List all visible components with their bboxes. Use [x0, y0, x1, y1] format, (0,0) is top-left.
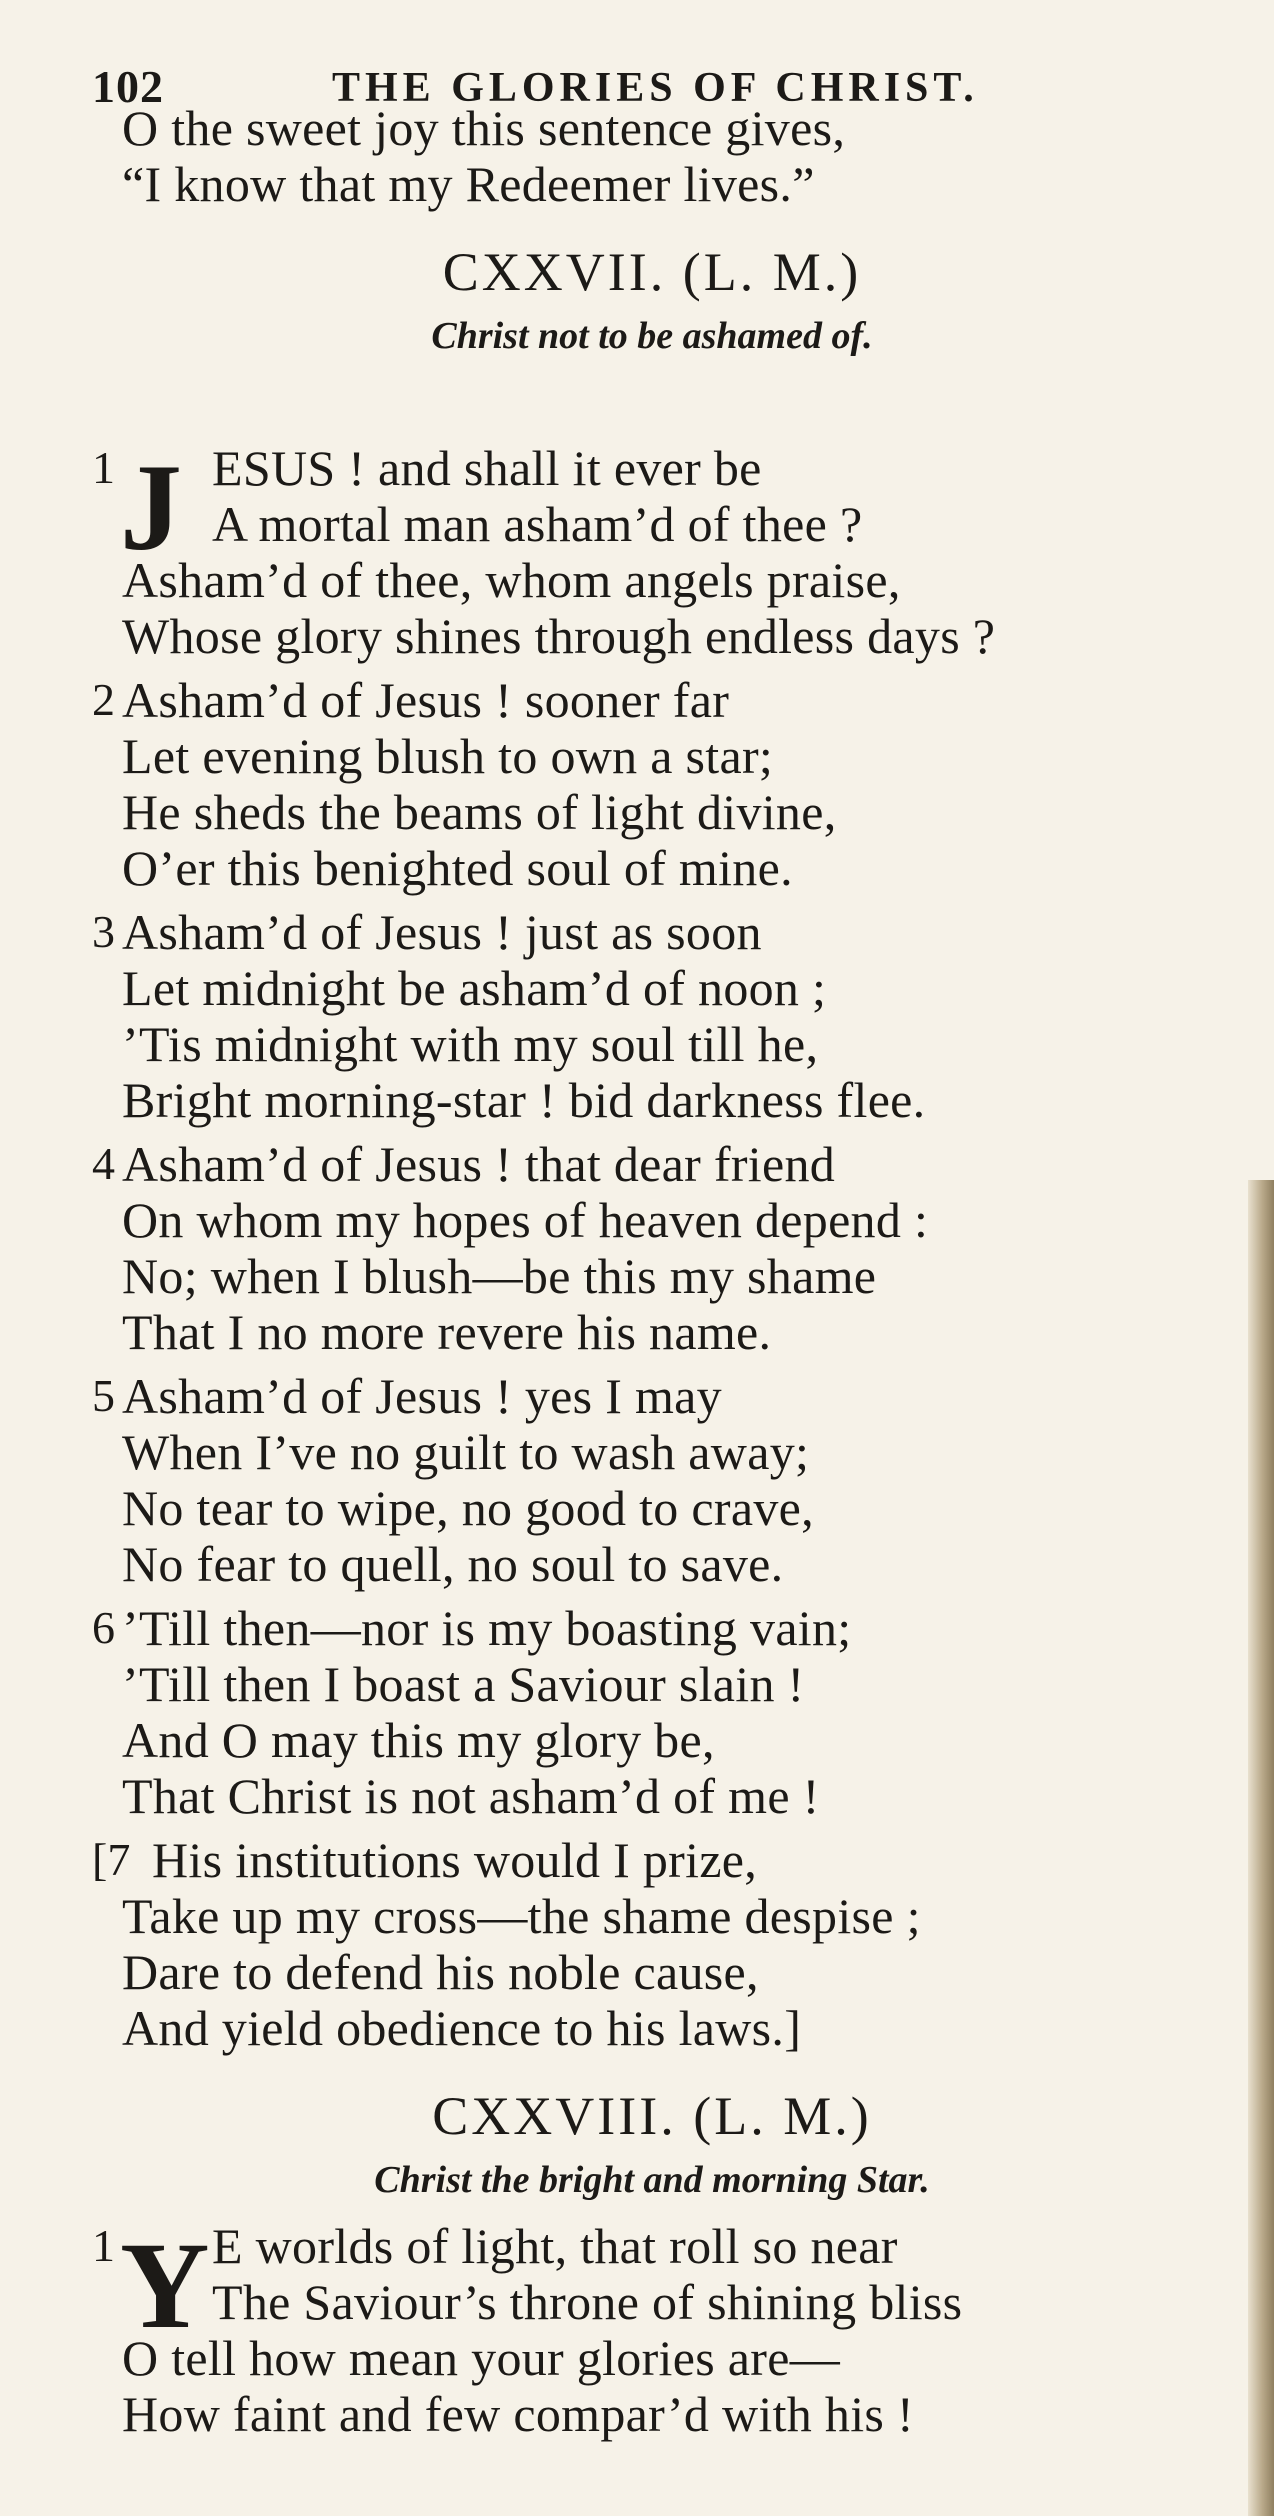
- verse-line: ’Till then I boast a Saviour slain !: [122, 1656, 805, 1712]
- verse-number: 3: [92, 906, 115, 957]
- hymn-number: CXXVII. (L. M.): [442, 242, 862, 302]
- hymn-subtitle: Christ not to be ashamed of.: [431, 315, 873, 357]
- verse-line: Asham’d of Jesus ! yes I may: [122, 1368, 722, 1424]
- verse-line: When I’ve no guilt to wash away;: [122, 1424, 810, 1480]
- verse-line: A mortal man asham’d of thee ?: [212, 496, 863, 552]
- prev-hymn-line: O the sweet joy this sentence gives,: [122, 100, 846, 156]
- verse-line: And O may this my glory be,: [122, 1712, 715, 1768]
- verse-line: The Saviour’s throne of shining bliss: [212, 2274, 963, 2330]
- verse-line: E worlds of light, that roll so near: [212, 2218, 898, 2274]
- verse-line: ’Tis midnight with my soul till he,: [122, 1016, 819, 1072]
- verse-line: O tell how mean your glories are—: [122, 2330, 841, 2386]
- verse-line: ESUS ! and shall it ever be: [212, 440, 762, 496]
- verse-line: Asham’d of Jesus ! that dear friend: [122, 1136, 836, 1192]
- verse-number: 1: [92, 442, 115, 493]
- hymn-subtitle: Christ the bright and morning Star.: [374, 2159, 930, 2201]
- verse-line: Asham’d of thee, whom angels praise,: [122, 552, 901, 608]
- verse-line: Asham’d of Jesus ! just as soon: [122, 904, 762, 960]
- verse-line: No; when I blush—be this my shame: [122, 1248, 877, 1304]
- verse-line: Let evening blush to own a star;: [122, 728, 774, 784]
- verse-line: No fear to quell, no soul to save.: [122, 1536, 784, 1592]
- verse-number: [7: [92, 1834, 131, 1885]
- verse-line: His institutions would I prize,: [152, 1832, 758, 1888]
- running-title: THE GLORIES OF CHRIST.: [332, 65, 979, 111]
- verse-line: ’Till then—nor is my boasting vain;: [122, 1600, 852, 1656]
- prev-hymn-line: “I know that my Redeemer lives.”: [122, 156, 815, 212]
- verse-line: He sheds the beams of light divine,: [122, 784, 837, 840]
- page-edge: [1248, 1180, 1274, 2516]
- verse-line: No tear to wipe, no good to crave,: [122, 1480, 814, 1536]
- verse-line: Bright morning-star ! bid darkness flee.: [122, 1072, 926, 1128]
- drop-cap: Y: [120, 2217, 210, 2354]
- verse-number: 1: [92, 2220, 115, 2271]
- verse-line: And yield obedience to his laws.]: [122, 2000, 802, 2056]
- verse-line: Let midnight be asham’d of noon ;: [122, 960, 827, 1016]
- verse-line: Asham’d of Jesus ! sooner far: [122, 672, 730, 728]
- verse-line: Take up my cross—the shame despise ;: [122, 1888, 921, 1944]
- verse-line: How faint and few compar’d with his !: [122, 2386, 914, 2442]
- verse-number: 4: [92, 1138, 115, 1189]
- verse-line: O’er this benighted soul of mine.: [122, 840, 793, 896]
- verse-number: 6: [92, 1602, 115, 1653]
- verse-number: 2: [92, 674, 115, 725]
- verse-line: On whom my hopes of heaven depend :: [122, 1192, 929, 1248]
- hymn-number: CXXVIII. (L. M.): [432, 2086, 872, 2146]
- drop-cap: J: [120, 439, 182, 576]
- verse-line: Dare to defend his noble cause,: [122, 1944, 759, 2000]
- verse-line: That Christ is not asham’d of me !: [122, 1768, 820, 1824]
- page-number: 102: [92, 61, 164, 112]
- verse-number: 5: [92, 1370, 115, 1421]
- verse-line: That I no more revere his name.: [122, 1304, 772, 1360]
- verse-line: Whose glory shines through endless days ?: [122, 608, 996, 664]
